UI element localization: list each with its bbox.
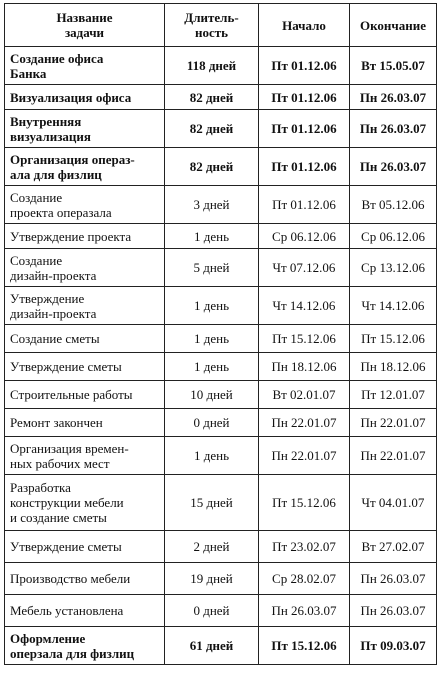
duration-cell: 82 дней — [165, 148, 259, 186]
duration-cell: 0 дней — [165, 409, 259, 437]
task-name-cell: Строительные работы — [5, 381, 165, 409]
table-row — [5, 437, 437, 475]
duration-cell: 82 дней — [165, 85, 259, 110]
start-date-cell: Пн 18.12.06 — [259, 353, 350, 381]
task-name-cell: Ремонт закончен — [5, 409, 165, 437]
start-date-cell: Пт 23.02.07 — [259, 531, 350, 563]
duration-cell: 1 день — [165, 437, 259, 475]
table-row — [5, 110, 437, 148]
start-date-cell: Пн 22.01.07 — [259, 409, 350, 437]
table-row — [5, 148, 437, 186]
end-date-cell: Ср 13.12.06 — [350, 249, 437, 287]
task-name-cell: Разработка конструкции мебели и создание сметы — [5, 475, 165, 531]
duration-cell: 82 дней — [165, 110, 259, 148]
task-name-cell: Оформление оперзала для физлиц — [5, 627, 165, 665]
start-date-cell: Пт 01.12.06 — [259, 47, 350, 85]
task-name-cell: Организация операз- ала для физлиц — [5, 148, 165, 186]
header-end: Окончание — [350, 4, 437, 47]
end-date-cell: Пт 12.01.07 — [350, 381, 437, 409]
start-date-cell: Пт 01.12.06 — [259, 148, 350, 186]
table-row — [5, 381, 437, 409]
header-task-name: Название задачи — [5, 4, 165, 47]
end-date-cell: Пн 26.03.07 — [350, 563, 437, 595]
duration-cell: 2 дней — [165, 531, 259, 563]
task-name-cell: Утверждение сметы — [5, 353, 165, 381]
start-date-cell: Пт 15.12.06 — [259, 325, 350, 353]
table-row — [5, 287, 437, 325]
duration-cell: 1 день — [165, 325, 259, 353]
end-date-cell: Пн 26.03.07 — [350, 110, 437, 148]
task-name-cell: Утверждение дизайн-проекта — [5, 287, 165, 325]
end-date-cell: Чт 14.12.06 — [350, 287, 437, 325]
duration-cell: 15 дней — [165, 475, 259, 531]
header-row — [5, 4, 437, 47]
duration-cell: 61 дней — [165, 627, 259, 665]
duration-cell: 19 дней — [165, 563, 259, 595]
table-row — [5, 186, 437, 224]
start-date-cell: Пт 01.12.06 — [259, 85, 350, 110]
end-date-cell: Пт 09.03.07 — [350, 627, 437, 665]
start-date-cell: Пт 15.12.06 — [259, 627, 350, 665]
duration-cell: 5 дней — [165, 249, 259, 287]
duration-cell: 1 день — [165, 287, 259, 325]
start-date-cell: Чт 07.12.06 — [259, 249, 350, 287]
start-date-cell: Пн 22.01.07 — [259, 437, 350, 475]
task-name-cell: Создание дизайн-проекта — [5, 249, 165, 287]
table-row — [5, 85, 437, 110]
end-date-cell: Чт 04.01.07 — [350, 475, 437, 531]
duration-cell: 10 дней — [165, 381, 259, 409]
table-row — [5, 595, 437, 627]
table-row — [5, 627, 437, 665]
task-name-cell: Создание офиса Банка — [5, 47, 165, 85]
end-date-cell: Ср 06.12.06 — [350, 224, 437, 249]
duration-cell: 0 дней — [165, 595, 259, 627]
end-date-cell: Пн 22.01.07 — [350, 437, 437, 475]
duration-cell: 3 дней — [165, 186, 259, 224]
task-schedule-table — [4, 3, 437, 665]
end-date-cell: Пн 26.03.07 — [350, 85, 437, 110]
end-date-cell: Вт 27.02.07 — [350, 531, 437, 563]
task-name-cell: Утверждение проекта — [5, 224, 165, 249]
start-date-cell: Пт 01.12.06 — [259, 186, 350, 224]
table-row — [5, 563, 437, 595]
task-name-cell: Создание проекта операзала — [5, 186, 165, 224]
table-row — [5, 353, 437, 381]
task-table-container — [4, 3, 437, 665]
task-name-cell: Визуализация офиса — [5, 85, 165, 110]
end-date-cell: Вт 05.12.06 — [350, 186, 437, 224]
start-date-cell: Пт 15.12.06 — [259, 475, 350, 531]
header-duration: Длитель- ность — [165, 4, 259, 47]
table-header — [5, 4, 437, 47]
end-date-cell: Пн 18.12.06 — [350, 353, 437, 381]
end-date-cell: Пн 26.03.07 — [350, 595, 437, 627]
task-name-cell: Внутренняя визуализация — [5, 110, 165, 148]
header-start: Начало — [259, 4, 350, 47]
task-name-cell: Организация времен- ных рабочих мест — [5, 437, 165, 475]
end-date-cell: Пн 22.01.07 — [350, 409, 437, 437]
table-row — [5, 224, 437, 249]
duration-cell: 118 дней — [165, 47, 259, 85]
start-date-cell: Чт 14.12.06 — [259, 287, 350, 325]
table-body — [5, 47, 437, 665]
end-date-cell: Вт 15.05.07 — [350, 47, 437, 85]
table-row — [5, 531, 437, 563]
start-date-cell: Пт 01.12.06 — [259, 110, 350, 148]
table-row — [5, 475, 437, 531]
duration-cell: 1 день — [165, 353, 259, 381]
table-row — [5, 47, 437, 85]
table-row — [5, 249, 437, 287]
duration-cell: 1 день — [165, 224, 259, 249]
start-date-cell: Ср 06.12.06 — [259, 224, 350, 249]
task-name-cell: Утверждение сметы — [5, 531, 165, 563]
end-date-cell: Пт 15.12.06 — [350, 325, 437, 353]
task-name-cell: Создание сметы — [5, 325, 165, 353]
table-row — [5, 325, 437, 353]
table-row — [5, 409, 437, 437]
end-date-cell: Пн 26.03.07 — [350, 148, 437, 186]
task-name-cell: Мебель установлена — [5, 595, 165, 627]
start-date-cell: Ср 28.02.07 — [259, 563, 350, 595]
task-name-cell: Производство мебели — [5, 563, 165, 595]
start-date-cell: Вт 02.01.07 — [259, 381, 350, 409]
start-date-cell: Пн 26.03.07 — [259, 595, 350, 627]
